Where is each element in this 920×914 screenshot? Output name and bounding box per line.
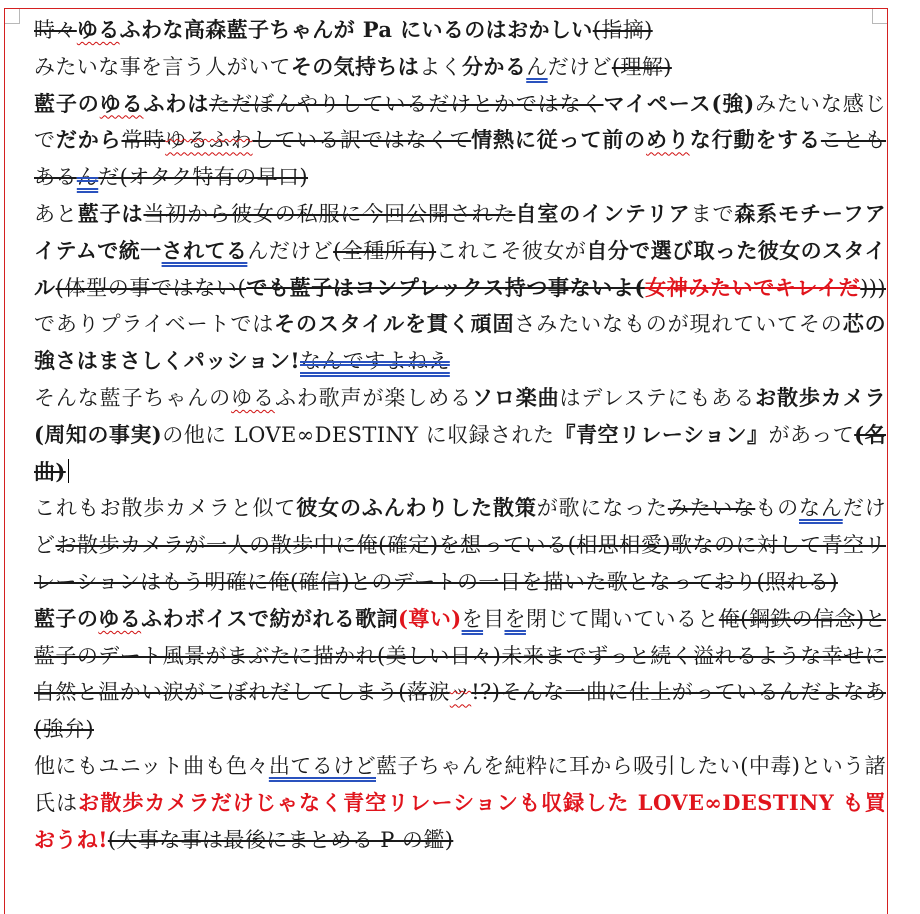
text-run: 藍子は: [77, 200, 144, 226]
text-run: ふわボイスで紡がれる歌詞: [141, 605, 399, 631]
text-run: ただぼんやりしているだけとかではなく: [209, 91, 604, 116]
text-run: な行動をする: [689, 127, 821, 153]
text-run: ん: [76, 165, 99, 190]
text-run: ふわは: [143, 90, 210, 116]
text-run: があって: [768, 422, 855, 447]
text-run: ッ: [449, 680, 472, 705]
text-run: されてる: [161, 237, 248, 263]
text-run: 自分で選び取った彼女のスタイル: [34, 237, 886, 300]
text-run: 藍子の: [34, 90, 100, 116]
text-run: はデレステにもある: [559, 385, 756, 410]
text-run: ゆる: [231, 385, 275, 410]
text-run: そんな藍子ちゃんの: [34, 385, 232, 410]
text-run: ソロ楽曲: [471, 384, 560, 410]
text-run: さみたいなものが現れていてその: [514, 312, 843, 337]
text-run: (指摘): [592, 18, 653, 42]
text-run: だから: [55, 127, 122, 153]
text-run: お散歩カメラが一人の散歩中に俺(確定)を想っている(相思相愛)歌なのに対して青空リレーションはもう明確に俺(確信)とのデートの一日を描いた歌となっており(照れる): [34, 533, 886, 594]
text-run: ふわ歌声が楽しめる: [274, 385, 472, 410]
text-run: 女神みたいでキレイだ: [644, 274, 861, 300]
text-run: ゆる: [98, 605, 142, 631]
text-run: 出てるけど: [268, 753, 376, 778]
text-run: 芯の強さはまさしくパッション!: [34, 311, 886, 374]
paragraph-2[interactable]: [34, 49, 886, 86]
text-run: んだけど: [247, 238, 334, 263]
text-run: お散歩カメラ(周知の事実): [34, 384, 886, 447]
text-run: もの: [755, 496, 799, 521]
text-run: 常時: [121, 128, 166, 153]
text-run: なん: [799, 496, 843, 521]
paragraph-4[interactable]: [34, 196, 886, 380]
text-run: (理解): [611, 54, 672, 79]
text-run: だ(オタク特有の早口): [98, 165, 309, 190]
text-run: だけど: [547, 54, 612, 79]
text-run: !?)そんな一曲に仕上がっているんだよなあ(強弁): [34, 680, 886, 742]
text-run: の他に LOVE∞DESTINY に収録された: [162, 422, 555, 447]
text-run: 藍子の: [34, 605, 99, 631]
paragraph-6[interactable]: [34, 490, 886, 600]
text-run: 自室のインテリア: [515, 200, 691, 226]
text-run: ゆるふわ: [165, 128, 253, 153]
text-run: 『青空リレーション』: [554, 421, 769, 447]
text-run: (体型の事ではない(: [55, 275, 247, 300]
text-run: だけど: [34, 496, 886, 558]
text-run: 藍子ちゃんを純粋に耳から吸引したい(中毒)という諸氏は: [34, 753, 887, 815]
text-run: その気持ちは: [290, 53, 420, 79]
paragraph-7[interactable]: [34, 601, 886, 748]
text-run: している訳ではなくて: [252, 128, 472, 153]
text-run: ゆる: [99, 90, 144, 116]
text-run: を: [461, 606, 484, 631]
text-run: 時々: [34, 18, 77, 42]
paragraph-8[interactable]: [34, 748, 886, 858]
text-run: (尊い): [398, 605, 462, 631]
text-run: めり: [646, 127, 690, 153]
text-run: よく: [419, 54, 463, 79]
text-run: こともある: [34, 128, 887, 190]
text-run: ふわな高森藍子ちゃんが Pa にいるのはおかしい: [119, 17, 593, 42]
text-run: 分かる: [462, 53, 527, 79]
paragraph-1[interactable]: [34, 12, 886, 49]
document-body[interactable]: [34, 12, 886, 858]
text-run: みたいな: [667, 496, 756, 521]
text-run: まで: [690, 201, 735, 226]
text-run: 森系モチーフアイテムで統一: [34, 200, 886, 263]
text-cursor: [68, 459, 69, 483]
text-run: 当初から彼女の私服に今回公開された: [143, 201, 516, 226]
text-run: みたいな事を言う人がいて: [34, 54, 291, 79]
text-run: 俺(鋼鉄の信念)と藍子のデート風景がまぶたに描かれ(美しい日々)未来までずっと続く溢れるような幸せに自然と温かい涙がこぼれだしてしまう(落涙: [34, 606, 886, 705]
text-run: 他にもユニット曲も色々: [34, 753, 269, 778]
text-run: みたいな感じで: [34, 91, 887, 153]
page-corner-mark-top-left: [5, 9, 20, 24]
text-run: (全種所有): [333, 238, 437, 263]
paragraph-5[interactable]: [34, 380, 886, 490]
text-run: でも藍子はコンプレックス持つ事ないよ(: [246, 274, 645, 300]
text-run: を: [504, 606, 526, 631]
text-run: これもお散歩カメラと似て: [34, 496, 297, 521]
text-run: 情熱に従って前の: [471, 127, 647, 153]
text-run: あと: [34, 201, 78, 226]
text-run: そのスタイルを貫く頑固: [274, 311, 515, 337]
text-run: ん: [526, 54, 548, 79]
text-run: が歌になった: [536, 496, 668, 521]
text-run: 閉じて聞いていると: [525, 606, 719, 631]
paragraph-3[interactable]: [34, 86, 886, 196]
text-run: (大事な事は最後にまとめる P の鑑): [107, 827, 454, 852]
text-run: マイペース(強): [603, 90, 755, 116]
text-run: (名曲): [34, 421, 886, 484]
text-run: 目: [483, 606, 505, 631]
text-run: 彼女のふんわりした散策: [296, 495, 537, 521]
text-run: お散歩カメラだけじゃなく青空リレーションも収録した LOVE∞DESTINY も買おうね!: [34, 789, 886, 852]
text-run: なんですよねえ: [300, 349, 450, 374]
text-run: ))): [860, 275, 886, 300]
text-run: でありプライベートでは: [34, 312, 275, 337]
text-run: ゆる: [76, 17, 120, 42]
text-run: これこそ彼女が: [436, 238, 587, 263]
